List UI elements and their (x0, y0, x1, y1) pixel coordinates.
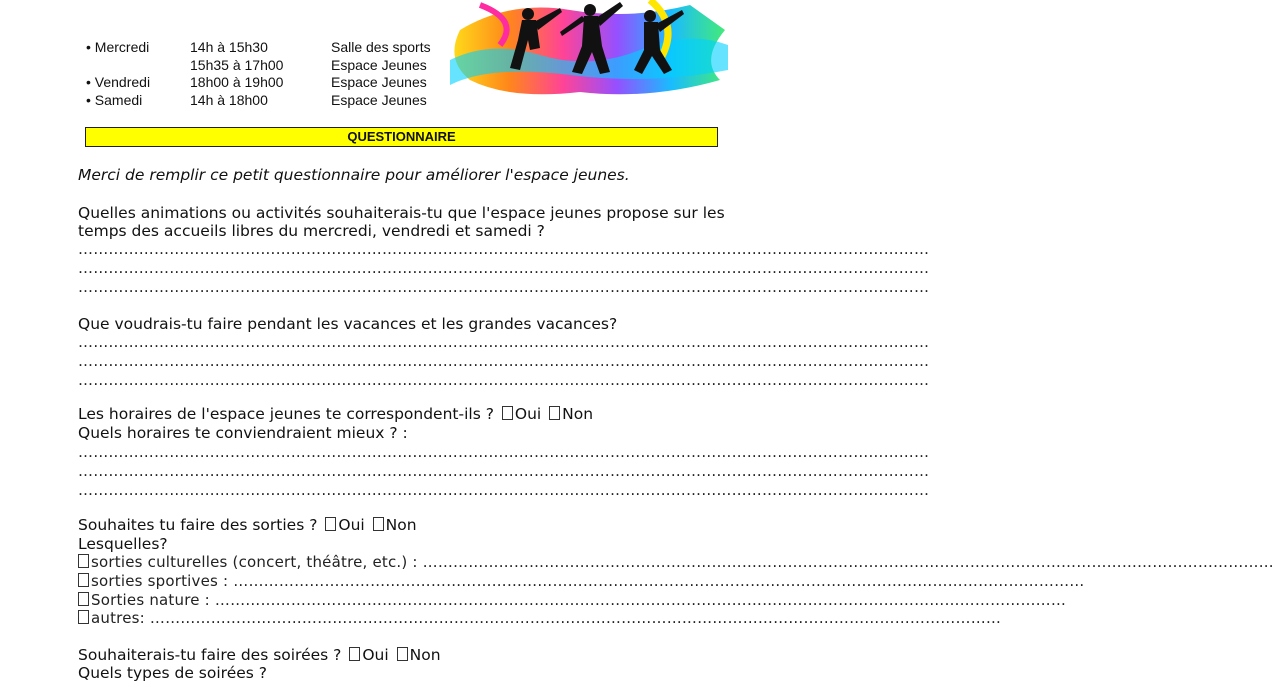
questionnaire-banner: QUESTIONNAIRE (85, 127, 718, 147)
yes-label: Oui (514, 405, 542, 423)
schedule-day: • Samedi (86, 92, 143, 108)
answer-line[interactable]: …………………………………………………………………………………………………………………………………………………… (422, 553, 1274, 571)
checkbox-no[interactable] (397, 647, 408, 661)
question-holidays: Que voudrais-tu faire pendant les vacances et les grandes vacances? (78, 315, 618, 333)
answer-line[interactable]: …………………………………………………………………………………………………………………………………………………… (78, 462, 930, 480)
no-label: Non (409, 646, 441, 664)
question-outings-sub: Lesquelles? (78, 535, 168, 553)
outing-option (78, 591, 1067, 609)
checkbox-yes[interactable] (502, 406, 513, 420)
schedule (86, 38, 446, 110)
answer-line[interactable]: …………………………………………………………………………………………………………………………………………………… (78, 240, 930, 258)
question-hours-sub: Quels horaires te conviendraient mieux ? : (78, 424, 408, 442)
outing-nature-label: Sorties nature : (91, 591, 215, 609)
answer-line[interactable]: …………………………………………………………………………………………………………………………………………………… (78, 443, 930, 461)
checkbox-yes[interactable] (349, 647, 360, 661)
question-hours-label: Les horaires de l'espace jeunes te correspondent-ils ? (78, 405, 494, 423)
yes-label: Oui (362, 646, 389, 664)
answer-line[interactable]: …………………………………………………………………………………………………………………………………………………… (78, 352, 930, 370)
checkbox-no[interactable] (373, 517, 384, 531)
checkbox-sport[interactable] (78, 573, 89, 587)
question-outings (78, 516, 417, 534)
question-activities: Quelles animations ou activités souhaiterais-tu que l'espace jeunes propose sur les (78, 204, 725, 222)
schedule-time: 14h à 15h30 (190, 39, 268, 55)
answer-line[interactable]: …………………………………………………………………………………………………………………………………………………… (78, 278, 930, 296)
outing-option (78, 609, 1002, 627)
intro-text: Merci de remplir ce petit questionnaire pour améliorer l'espace jeunes. (78, 166, 630, 184)
outing-option (78, 553, 1274, 571)
outing-other-label: autres: (91, 609, 150, 627)
answer-line[interactable]: …………………………………………………………………………………………………………………………………………………… (78, 333, 930, 351)
schedule-time: 14h à 18h00 (190, 92, 268, 108)
no-label: Non (562, 405, 594, 423)
answer-line[interactable]: …………………………………………………………………………………………………………………………………………………… (233, 572, 1085, 590)
outing-cultural-label: sorties culturelles (concert, théâtre, etc.) : (91, 553, 423, 571)
checkbox-no[interactable] (549, 406, 560, 420)
question-evenings-sub: Quels types de soirées ? (78, 664, 267, 682)
schedule-place: Espace Jeunes (331, 74, 427, 90)
schedule-day: • Vendredi (86, 74, 151, 90)
outing-option (78, 572, 1085, 590)
checkbox-other[interactable] (78, 610, 89, 624)
outing-sport-label: sorties sportives : (91, 572, 234, 590)
no-label: Non (385, 516, 417, 534)
schedule-day: • Mercredi (86, 39, 150, 55)
question-outings-label: Souhaites tu faire des sorties ? (78, 516, 318, 534)
question-hours (78, 405, 593, 423)
question-evenings-label: Souhaiterais-tu faire des soirées ? (78, 646, 342, 664)
checkbox-yes[interactable] (325, 517, 336, 531)
answer-line[interactable]: …………………………………………………………………………………………………………………………………………………… (78, 259, 930, 277)
answer-line[interactable]: …………………………………………………………………………………………………………………………………………………… (78, 371, 930, 389)
question-evenings (78, 646, 441, 664)
schedule-time: 18h00 à 19h00 (190, 74, 284, 90)
checkbox-cultural[interactable] (78, 554, 89, 568)
checkbox-nature[interactable] (78, 592, 89, 606)
answer-line[interactable]: …………………………………………………………………………………………………………………………………………………… (214, 591, 1067, 609)
schedule-place: Espace Jeunes (331, 92, 427, 108)
schedule-time: 15h35 à 17h00 (190, 57, 284, 73)
schedule-place: Espace Jeunes (331, 57, 427, 73)
question-activities-cont: temps des accueils libres du mercredi, vendredi et samedi ? (78, 222, 545, 240)
answer-line[interactable]: …………………………………………………………………………………………………………………………………………………… (78, 481, 930, 499)
yes-label: Oui (338, 516, 365, 534)
schedule-place: Salle des sports (331, 39, 431, 55)
answer-line[interactable]: …………………………………………………………………………………………………………………………………………………… (149, 609, 1002, 627)
dancers-illustration (450, 0, 728, 102)
